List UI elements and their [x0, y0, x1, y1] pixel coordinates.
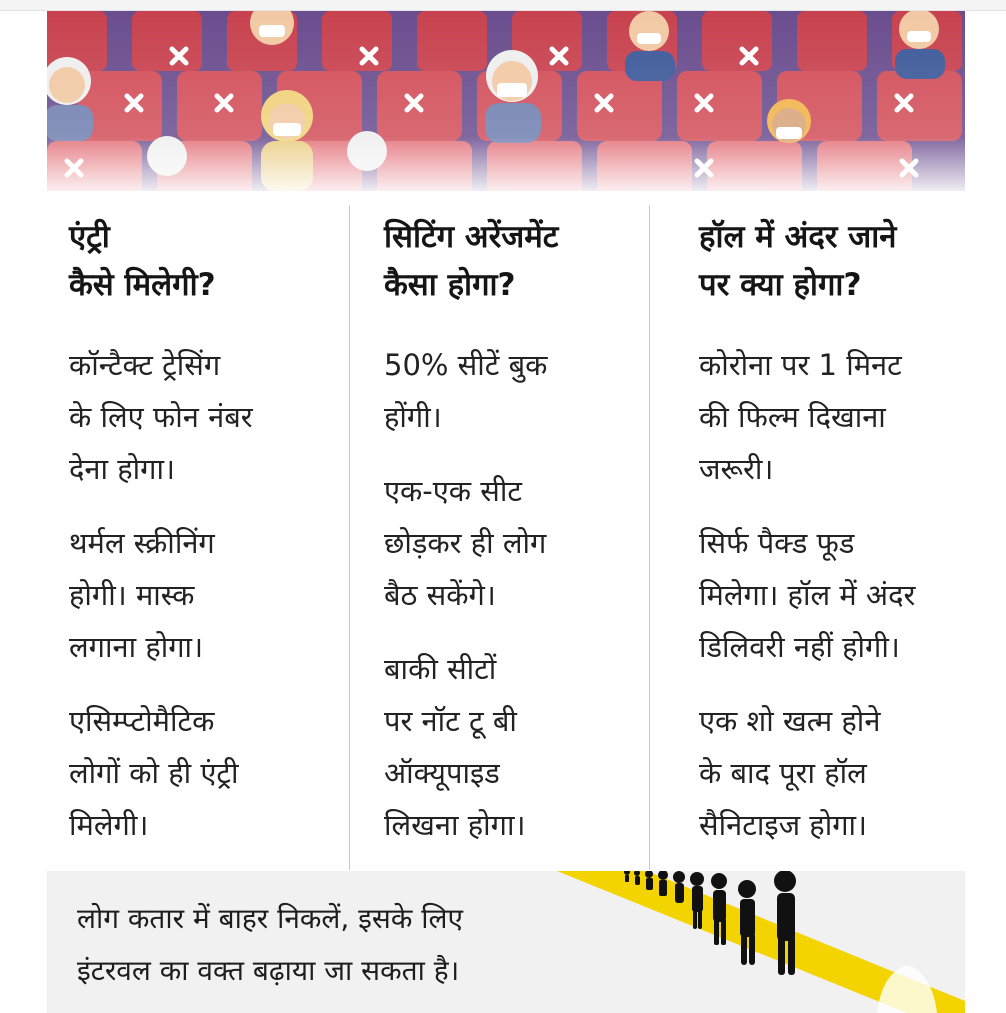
column-seating — [384, 205, 654, 865]
column-point: एक शो खत्म होने के बाद पूरा हॉल सैनिटाइज होगा। — [699, 704, 881, 842]
cinema-seats-illustration — [47, 11, 965, 191]
column-point: कोरोना पर 1 मिनट की फिल्म दिखाना जरूरी। — [699, 348, 902, 486]
column-heading: हॉल में अंदर जाने पर क्या होगा? — [699, 219, 897, 303]
column-point: एसिम्प्टोमैटिक लोगों को ही एंट्री मिलेगी। — [69, 704, 239, 842]
column-point: बाकी सीटों पर नॉट टू बी ऑक्यूपाइड लिखना होगा। — [384, 652, 526, 842]
column-entry — [69, 205, 339, 865]
column-point: कॉन्टैक्ट ट्रेसिंग के लिए फोन नंबर देना होगा। — [69, 348, 253, 486]
top-bar — [0, 0, 1006, 11]
column-heading: सिटिंग अरेंजमेंट कैसा होगा? — [384, 219, 559, 303]
footer-banner — [47, 871, 965, 1013]
column-point: सिर्फ पैक्ड फूड मिलेगा। हॉल में अंदर डिलिवरी नहीं होगी। — [699, 526, 916, 664]
column-inside-hall — [699, 205, 959, 865]
column-point: 50% सीटें बुक होंगी। — [384, 348, 548, 434]
column-point: थर्मल स्क्रीनिंग होगी। मास्क लगाना होगा। — [69, 526, 215, 664]
column-point: एक-एक सीट छोड़कर ही लोग बैठ सकेंगे। — [384, 474, 547, 612]
footer-text: लोग कतार में बाहर निकलें, इसके लिए इंटरवल का वक्त बढ़ाया जा सकता है। — [77, 902, 463, 987]
info-columns — [47, 205, 965, 865]
column-heading: एंट्री कैसे मिलेगी? — [69, 219, 216, 303]
column-divider — [349, 205, 350, 870]
